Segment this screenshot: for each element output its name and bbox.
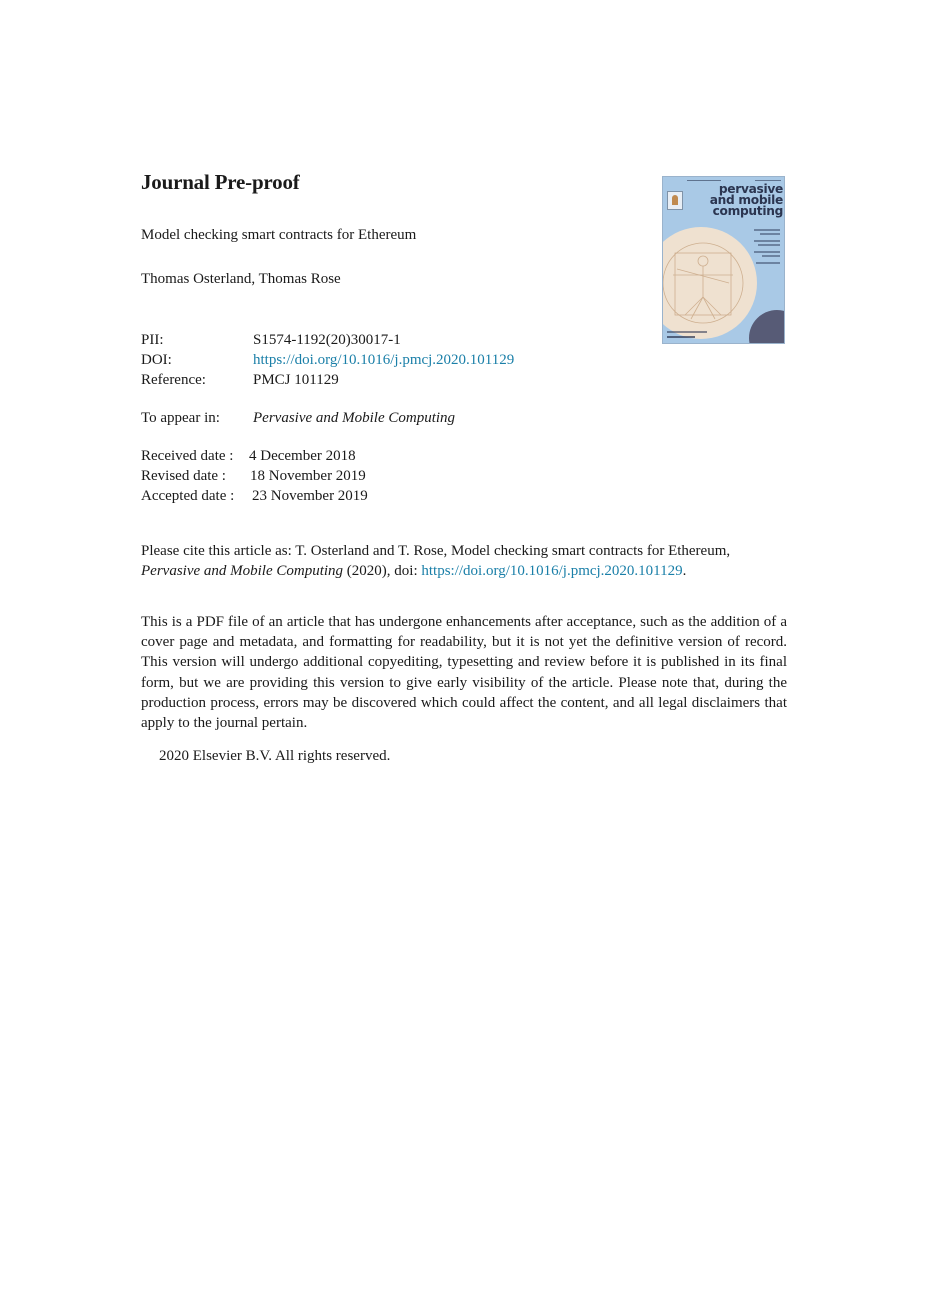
cover-title-line-3: computing: [712, 204, 783, 218]
cover-side-text: [754, 229, 780, 231]
elsevier-logo-icon: [667, 191, 683, 210]
reference-label: Reference:: [141, 372, 206, 388]
cite-line-2: [141, 561, 686, 581]
cover-title: [685, 184, 783, 217]
reference-value: PMCJ 101129: [253, 372, 339, 388]
appear-label: To appear in:: [141, 410, 220, 426]
cover-side-text: [758, 244, 780, 246]
revised-row: [0, 466, 925, 486]
journal-preproof-heading: Journal Pre-proof: [141, 170, 300, 194]
cover-side-text: [760, 233, 780, 235]
cover-side-text: [762, 255, 780, 257]
appear-row: [0, 408, 925, 428]
appear-journal: Pervasive and Mobile Computing: [253, 410, 456, 426]
doi-link[interactable]: https://doi.org/10.1016/j.pmcj.2020.101129: [253, 352, 515, 368]
vitruvian-figure-icon: [662, 227, 757, 339]
accepted-value: 23 November 2019: [252, 488, 368, 504]
cover-side-text: [756, 262, 780, 264]
reference-row: [0, 370, 925, 390]
cover-vitruvian-circle: [662, 227, 757, 339]
cite-middle: (2020), doi:: [343, 563, 422, 579]
cover-side-text: [754, 251, 780, 253]
article-authors: Thomas Osterland, Thomas Rose: [141, 271, 341, 287]
doi-label: DOI:: [141, 352, 172, 368]
article-title: Model checking smart contracts for Ethereum: [141, 227, 417, 243]
pii-value: S1574-1192(20)30017-1: [253, 332, 401, 348]
revised-value: 18 November 2019: [250, 468, 366, 484]
cite-suffix: .: [682, 563, 687, 579]
received-row: [0, 446, 925, 466]
cover-issn-text: [755, 180, 781, 182]
cover-side-text: [754, 240, 780, 242]
cite-journal: Pervasive and Mobile Computing: [141, 563, 344, 579]
accepted-label: Accepted date :: [141, 488, 235, 504]
received-value: 4 December 2018: [249, 448, 356, 464]
journal-cover-image: [662, 176, 785, 344]
copyright-line: 2020 Elsevier B.V. All rights reserved.: [159, 748, 391, 764]
doi-row: [0, 350, 925, 370]
pii-row: [0, 330, 925, 350]
cite-line-1: Please cite this article as: T. Osterland and T. Rose, Model checking smart contracts for Ethereum,: [141, 543, 731, 559]
cover-footer-text: [667, 331, 707, 333]
received-label: Received date :: [141, 448, 234, 464]
cite-doi-link[interactable]: https://doi.org/10.1016/j.pmcj.2020.101129: [421, 563, 683, 579]
cover-footer-text: [667, 336, 695, 338]
pii-label: PII:: [141, 332, 164, 348]
cover-title-line-1: pervasive: [718, 182, 783, 196]
cover-issue-text: [687, 180, 721, 182]
cover-title-line-2: and mobile: [709, 193, 783, 207]
preproof-notice: This is a PDF file of an article that has undergone enhancements after acceptance, such as the addition of a cover page and metadata, and formatting for readability, but it is not yet the definitive version of record. This version will undergo additional copyediting, typesetting and review before it is published in its final form, but we are providing this version to give early visibility of the article. Please note that, during the production process, errors may be discovered which could affect the content, and all legal disclaimers that apply to the journal pertain.: [141, 614, 787, 732]
accepted-row: [0, 486, 925, 506]
revised-label: Revised date :: [141, 468, 226, 484]
